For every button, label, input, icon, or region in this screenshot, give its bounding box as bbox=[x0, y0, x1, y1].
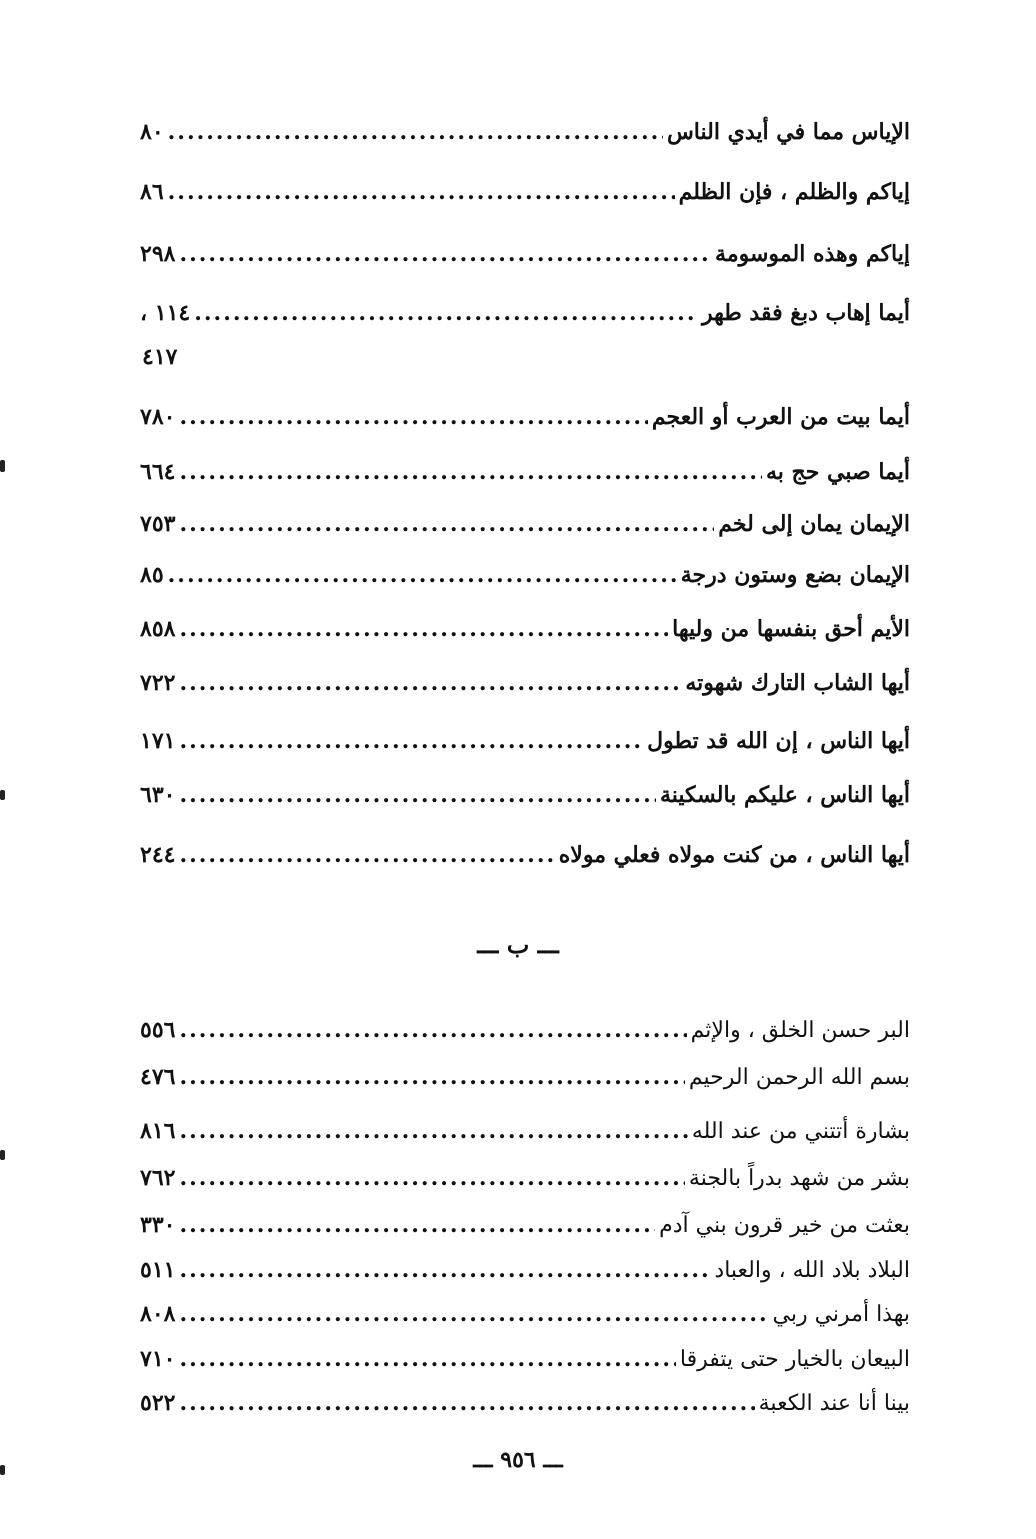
leader-dots bbox=[168, 558, 677, 592]
entry-text: إياكم والظلم ، فإن الظلم bbox=[678, 179, 910, 205]
entry-text: الإيمان بضع وستون درجة bbox=[680, 562, 910, 588]
entry-page-number: ٨٠٨ bbox=[140, 1301, 176, 1327]
entry-text: أيها الناس ، من كنت مولاه فعلي مولاه bbox=[558, 842, 910, 868]
entry-text: البر حسن الخلق ، والإثم bbox=[690, 1018, 910, 1043]
entry-text: بهذا أمرني ربي bbox=[772, 1302, 910, 1327]
entry-text: بشر من شهد بدراً بالجنة bbox=[688, 1166, 910, 1191]
entry-page-number: ٧٥٣ bbox=[140, 511, 176, 537]
entry-page-number: ٥٢٢ bbox=[140, 1390, 176, 1416]
leader-dots bbox=[179, 612, 668, 646]
entry-text: البلاد بلاد الله ، والعباد bbox=[714, 1258, 910, 1283]
entry-page-number: ٨٦ bbox=[140, 179, 164, 205]
entry-page-number: ٣٣٠ bbox=[140, 1212, 176, 1238]
entry-text: الإياس مما في أيدي الناس bbox=[666, 119, 910, 145]
entry-page-number: ٧٢٢ bbox=[140, 670, 176, 696]
entry-page-number: ٧٦٢ bbox=[140, 1165, 176, 1191]
entry-page-number: ٧١٠ bbox=[140, 1346, 176, 1372]
leader-dots bbox=[179, 666, 681, 700]
index-entry bbox=[140, 1253, 910, 1288]
entry-text: بسم الله الرحمن الرحيم bbox=[688, 1065, 910, 1090]
page-number: ـــ ٩٥٦ ـــ bbox=[473, 1447, 563, 1473]
scan-mark bbox=[0, 1150, 5, 1160]
leader-dots bbox=[179, 1161, 684, 1195]
scan-mark bbox=[0, 460, 5, 472]
entry-page-number: ١١٤ ، bbox=[140, 300, 191, 326]
index-entry bbox=[140, 175, 910, 209]
entry-text: الإيمان يمان إلى لخم bbox=[718, 511, 910, 537]
index-entry bbox=[140, 237, 910, 271]
index-entry bbox=[140, 1208, 910, 1243]
entry-text: بشارة أتتني من عند الله bbox=[691, 1119, 910, 1144]
entry-text: إياكم وهذه الموسومة bbox=[715, 241, 910, 267]
entry-text: أيها الناس ، إن الله قد تطول bbox=[647, 728, 910, 754]
entry-page-number: ٢٤٤ bbox=[140, 842, 176, 868]
leader-dots bbox=[179, 455, 762, 489]
index-entry bbox=[140, 838, 910, 872]
entry-text: البيعان بالخيار حتى يتفرقا bbox=[679, 1347, 910, 1372]
index-entry bbox=[140, 455, 910, 489]
index-entry bbox=[140, 1013, 910, 1048]
index-entry bbox=[140, 1297, 910, 1332]
index-entry bbox=[140, 1060, 910, 1095]
index-entry bbox=[140, 612, 910, 646]
index-entry bbox=[140, 115, 910, 149]
entry-page-number: ٥٥٦ bbox=[140, 1017, 176, 1043]
entry-page-number: ٤٧٦ bbox=[140, 1064, 176, 1090]
entry-page-number: ٨٥ bbox=[140, 562, 164, 588]
entry-page-number: ٨٥٨ bbox=[140, 616, 176, 642]
index-entry bbox=[140, 1386, 910, 1421]
index-entry bbox=[140, 400, 910, 434]
entry-page-number: ٨١٦ bbox=[140, 1118, 176, 1144]
leader-dots bbox=[179, 1342, 675, 1376]
entry-page-number: ٧٨٠ bbox=[140, 404, 176, 430]
entry-page-number: ٨٠ bbox=[140, 119, 164, 145]
leader-dots bbox=[179, 778, 656, 812]
entry-page-number: ٦٦٤ bbox=[140, 459, 176, 485]
leader-dots bbox=[194, 296, 698, 330]
leader-dots bbox=[179, 507, 714, 541]
leader-dots bbox=[179, 1060, 684, 1094]
index-entry bbox=[140, 558, 910, 592]
entry-text: بينا أنا عند الكعبة bbox=[758, 1391, 910, 1416]
entry-page-number: ٦٣٠ bbox=[140, 782, 176, 808]
entry-text: أيما بيت من العرب أو العجم bbox=[651, 404, 910, 430]
leader-dots bbox=[168, 115, 663, 149]
entry-text: الأيم أحق بنفسها من وليها bbox=[672, 616, 910, 642]
index-entry bbox=[140, 507, 910, 541]
entry-page-number: ٥١١ bbox=[140, 1257, 176, 1283]
entry-page-number: ١٧١ bbox=[140, 728, 176, 754]
index-entry bbox=[140, 666, 910, 700]
entry-text: بعثت من خير قرون بني آدم bbox=[659, 1213, 910, 1238]
leader-dots bbox=[179, 1253, 710, 1287]
scan-mark bbox=[0, 1465, 5, 1475]
entry-text: أيما إهاب دبغ فقد طهر bbox=[701, 300, 910, 326]
leader-dots bbox=[179, 1114, 687, 1148]
index-entry bbox=[140, 1114, 910, 1149]
leader-dots bbox=[179, 400, 647, 434]
leader-dots bbox=[179, 1386, 754, 1420]
leader-dots bbox=[179, 1297, 768, 1331]
index-entry bbox=[140, 778, 910, 812]
index-entry bbox=[140, 1342, 910, 1377]
leader-dots bbox=[179, 237, 711, 271]
index-entry bbox=[140, 1161, 910, 1196]
entry-text: أيها الشاب التارك شهوته bbox=[685, 670, 910, 696]
continuation-page-number: ٤١٧ bbox=[142, 344, 178, 370]
index-entry bbox=[140, 724, 910, 758]
index-entry bbox=[140, 296, 910, 330]
leader-dots bbox=[179, 838, 554, 872]
leader-dots bbox=[179, 724, 643, 758]
entry-page-number: ٢٩٨ bbox=[140, 241, 176, 267]
entry-text: أيها الناس ، عليكم بالسكينة bbox=[659, 782, 910, 808]
leader-dots bbox=[179, 1013, 686, 1047]
leader-dots bbox=[179, 1208, 655, 1242]
entry-text: أيما صبي حج به bbox=[765, 459, 910, 485]
section-heading: ـــ ب ـــ bbox=[477, 930, 559, 959]
leader-dots bbox=[168, 175, 675, 209]
scan-mark bbox=[0, 790, 5, 800]
